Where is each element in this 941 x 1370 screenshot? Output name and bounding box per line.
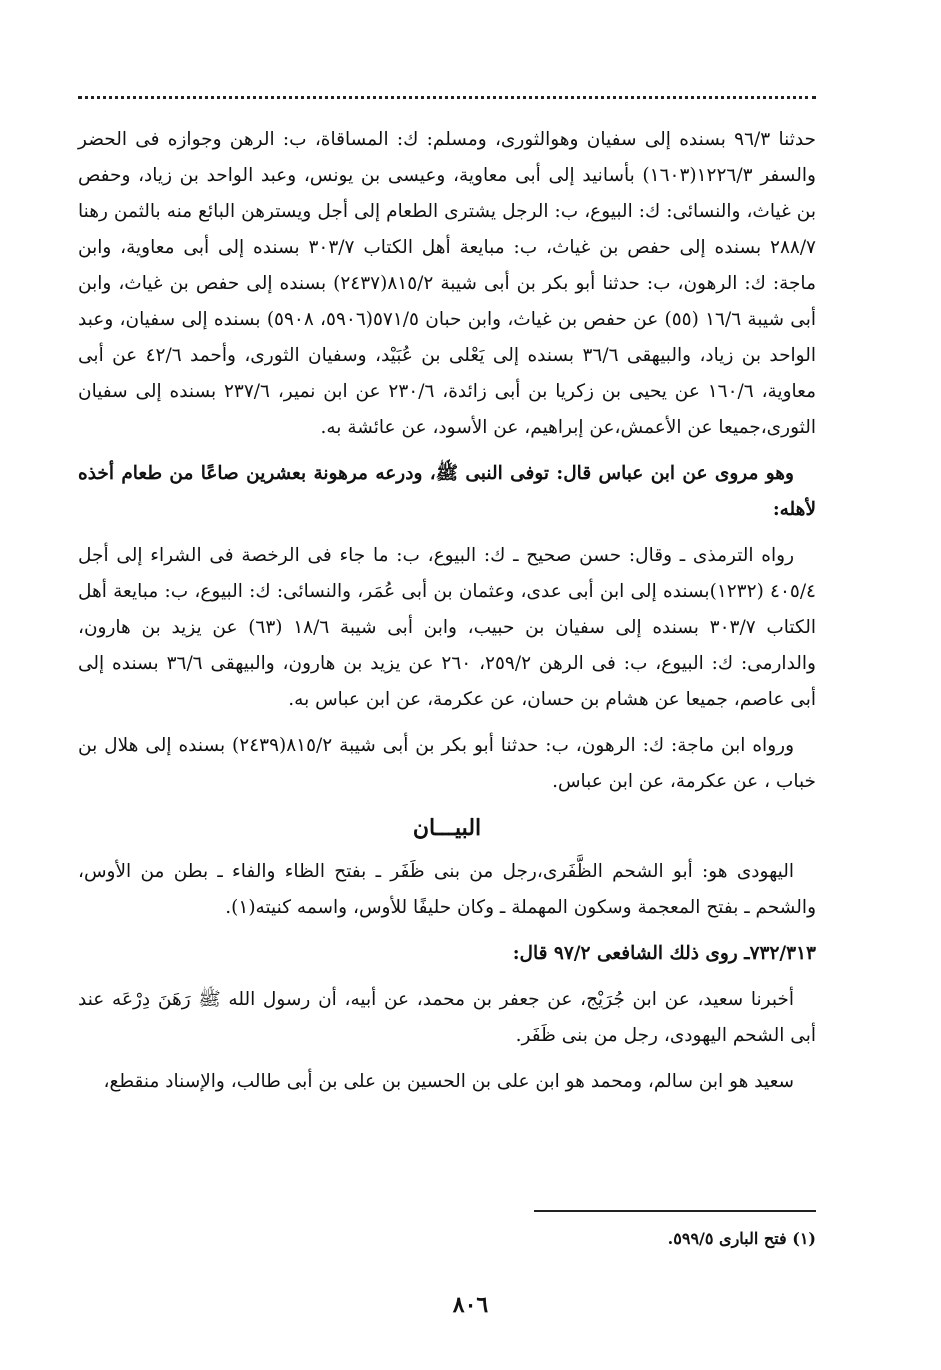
footnote: (١) فتح البارى ٥٩٩/٥.	[667, 1229, 816, 1248]
paragraph-yahudi: اليهودى هو: أبو الشحم الظَّفَرى،رجل من بنى ظَفَر ـ بفتح الظاء والفاء ـ بطن من الأوس، والشحم ـ بفتح المعجمة وسكون المهملة ـ وكان حليفًا للأوس، واسمه كنيته(١).	[78, 861, 816, 918]
paragraph-tirmidhi: رواه الترمذى ـ وقال: حسن صحيح ـ ك: البيوع، ب: ما جاء فى الرخصة فى الشراء إلى أجل ٤٠٥/٤ (١٢٣٢)بسنده إلى ابن أبى عدى، وعثمان بن أبى عُمَر، والنسائى: ك: البيوع، ب: مبايعة أهل الكتاب ٣٠٣/٧ بسنده إلى سفيان بن حبيب، وابن أبى شيبة ١٨/٦ (٦٣) عن يزيد بن هارون، والدارمى: ك: البيوع، ب: فى الرهن ٢٥٩/٢، ٢٦٠ عن يزيد بن هارون، والبيهقى ٣٦/٦ بسنده إلى أبى عاصم، جميعا عن هشام بن حسان، عن عكرمة، عن ابن عباس به.	[78, 545, 816, 710]
main-text	[78, 122, 816, 1110]
paragraph-ibn-abbas: وهو مروى عن ابن عباس قال: توفى النبى ﷺ، ودرعه مرهونة بعشرين صاعًا من طعام أخذه لأهله:	[78, 463, 816, 520]
paragraph-hadith-text: أخبرنا سعيد، عن ابن جُرَيْج، عن جعفر بن محمد، عن أبيه، أن رسول الله ﷺ رَهَنَ دِرْعَه عند أبى الشحم اليهودى، رجل من بنى ظَفَر.	[78, 989, 816, 1046]
footnote-rule	[534, 1210, 816, 1212]
header-dotted-rule	[78, 96, 816, 99]
section-heading: البيـــان	[412, 815, 482, 841]
paragraph-isnad-note: سعيد هو ابن سالم، ومحمد هو ابن على بن الحسين بن على بن أبى طالب، والإسناد منقطع،	[103, 1071, 794, 1092]
hadith-number-line: ٧٣٢/٣١٣ـ روى ذلك الشافعى ٩٧/٢ قال:	[512, 943, 816, 964]
paragraph-ibn-majah: ورواه ابن ماجة: ك: الرهون، ب: حدثنا أبو بكر بن أبى شيبة ٨١٥/٢(٢٤٣٩) بسنده إلى هلال بن خباب ، عن عكرمة، عن ابن عباس.	[78, 735, 816, 792]
page-number: ٨٠٦	[452, 1292, 489, 1318]
paragraph-takhrij-aisha: حدثنا ٩٦/٣ بسنده إلى سفيان وهوالثورى، ومسلم: ك: المساقاة، ب: الرهن وجوازه فى الحضر والسفر ١٢٢٦/٣(١٦٠٣) بأسانيد إلى أبى معاوية، وعيسى بن يونس، وعبد الواحد بن زياد، وحفص بن غياث، والنسائى: ك: البيوع، ب: الرجل يشترى الطعام إلى أجل ويسترهن البائع منه بالثمن رهنا ٢٨٨/٧ بسنده إلى حفص بن غياث، ب: مبايعة أهل الكتاب ٣٠٣/٧ بسنده إلى أبى معاوية، وابن ماجة: ك: الرهون، ب: حدثنا أبو بكر بن أبى شيبة ٨١٥/٢(٢٤٣٧) بسنده إلى حفص بن غياث، وابن أبى شيبة ١٦/٦ (٥٥) عن حفص بن غياث، وابن حبان ٥٧١/٥(٥٩٠٦، ٥٩٠٨) بسنده إلى سفيان، وعبد الواحد بن زياد، والبيهقى ٣٦/٦ بسنده إلى يَعْلى بن عُبَيْد، وسفيان الثورى، وأحمد ٤٢/٦ عن أبى معاوية، ١٦٠/٦ عن يحيى بن زكريا بن أبى زائدة، ٢٣٠/٦ عن ابن نمير، ٢٣٧/٦ بسنده إلى سفيان الثورى،جميعا عن الأعمش،عن إبراهيم، عن الأسود، عن عائشة به.	[78, 129, 817, 438]
